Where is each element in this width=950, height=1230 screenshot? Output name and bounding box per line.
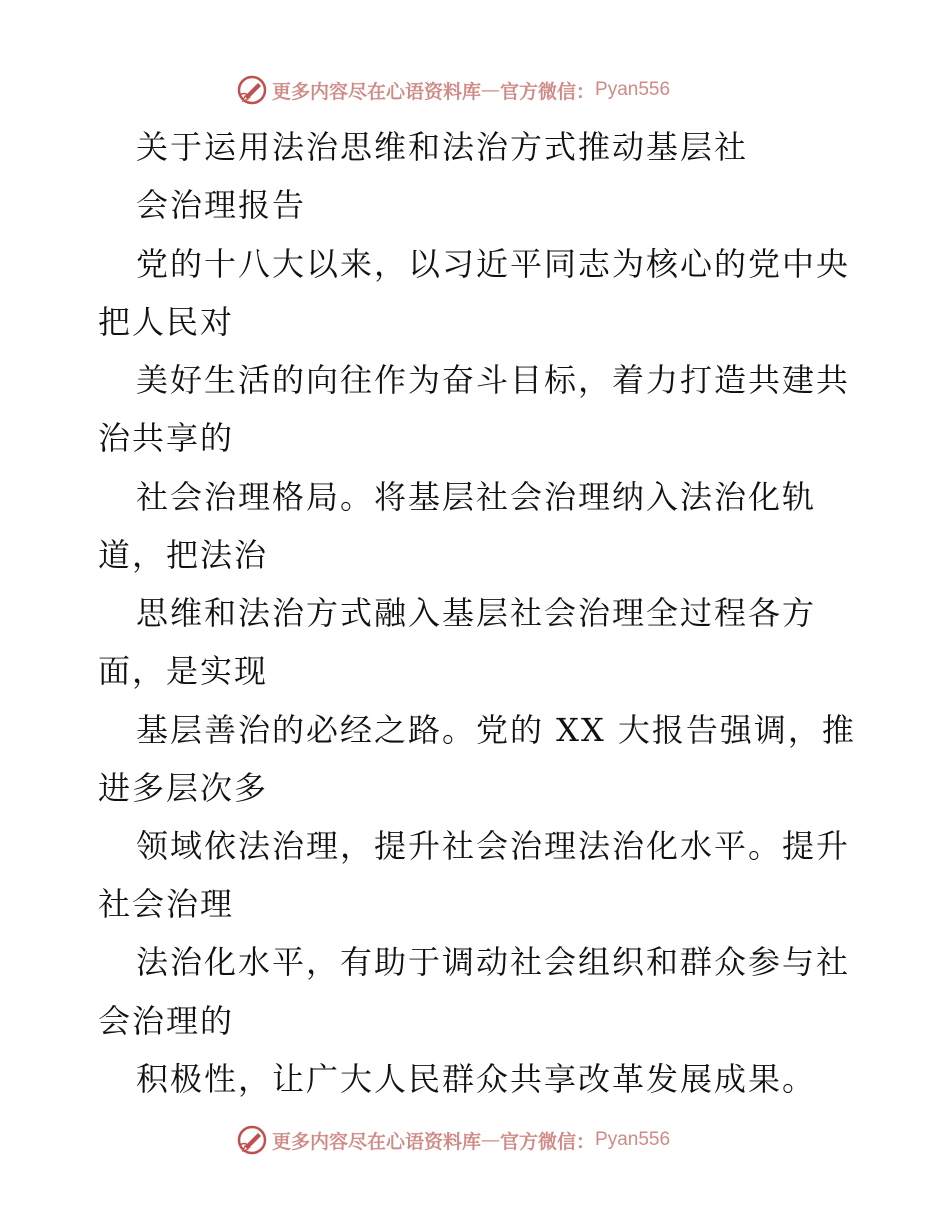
- text-line: 社会治理格局。将基层社会治理纳入法治化轨: [136, 478, 817, 516]
- banner-separator: —: [481, 1129, 501, 1151]
- pen-logo-icon: [236, 74, 268, 106]
- text-line: 进多层次多: [98, 769, 269, 807]
- text-line: 社会治理: [98, 885, 235, 923]
- header-watermark-banner: [236, 73, 670, 107]
- text-line: 领域依法治理，提升社会治理法治化水平。提升: [136, 827, 851, 865]
- text-line: 美好生活的向往作为奋斗目标，着力打造共建共: [136, 361, 851, 399]
- banner-text: 更多内容尽在心语资料库: [272, 1130, 482, 1153]
- text-line: 把人民对: [98, 303, 235, 341]
- text-line: 思维和法治方式融入基层社会治理全过程各方: [136, 594, 817, 632]
- banner-handle: Pyan556: [595, 1129, 671, 1150]
- pen-logo-icon: [236, 1124, 268, 1156]
- banner-label: 官方微信：: [500, 1130, 596, 1153]
- text-line: 治共享的: [98, 419, 235, 457]
- text-line: 党的十八大以来，以习近平同志为核心的党中央: [136, 245, 851, 283]
- banner-text: 更多内容尽在心语资料库: [272, 80, 482, 103]
- text-line: 会治理的: [98, 1002, 235, 1040]
- text-line: 道，把法治: [98, 536, 269, 574]
- text-line: 基层善治的必经之路。党的 XX 大报告强调，推: [136, 711, 856, 749]
- document-title-line-1: 关于运用法治思维和法治方式推动基层社: [136, 128, 749, 166]
- banner-label: 官方微信：: [500, 80, 596, 103]
- text-line: 面，是实现: [98, 652, 269, 690]
- banner-separator: —: [481, 79, 501, 101]
- banner-handle: Pyan556: [595, 79, 671, 100]
- text-line: 法治化水平，有助于调动社会组织和群众参与社: [136, 943, 851, 981]
- document-title-line-2: 会治理报告: [136, 186, 307, 224]
- text-line: 积极性，让广大人民群众共享改革发展成果。: [136, 1060, 817, 1098]
- footer-watermark-banner: [236, 1123, 670, 1157]
